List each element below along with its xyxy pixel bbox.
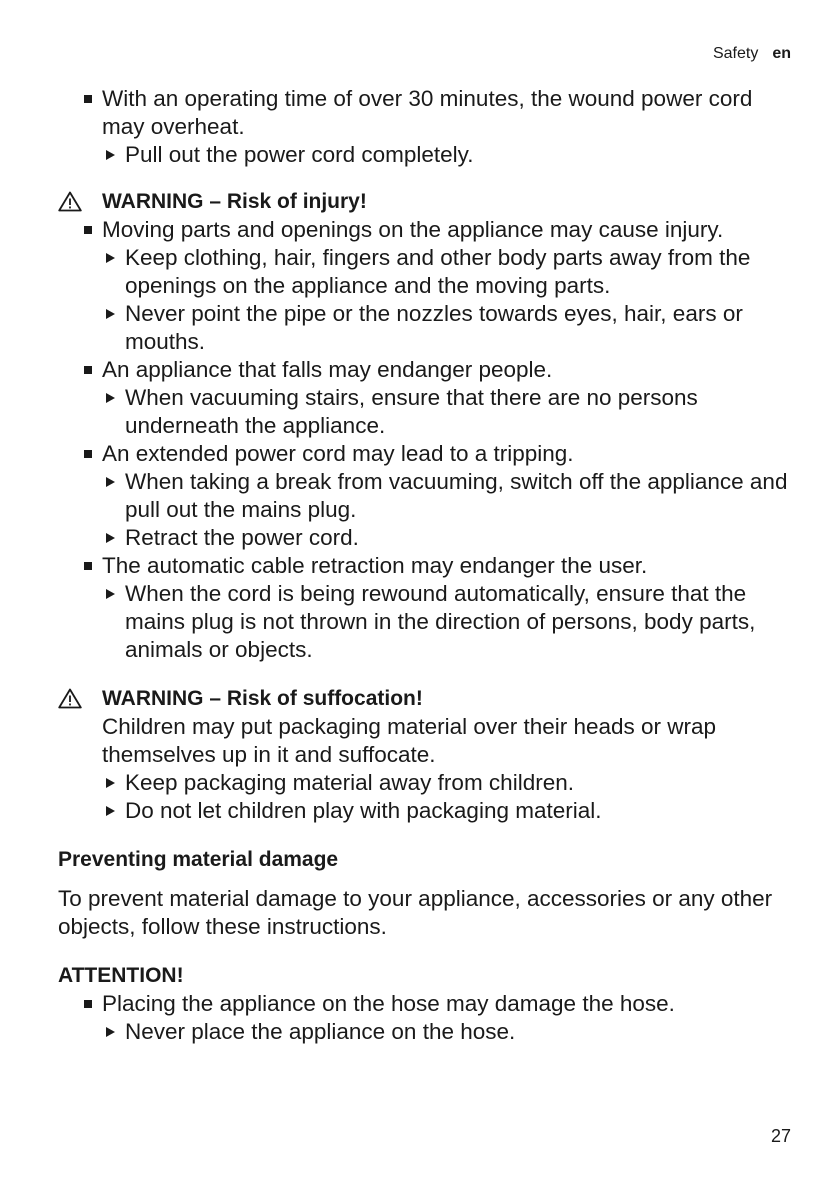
attention-heading: ATTENTION! xyxy=(58,964,184,987)
bullet-item: The automatic cable retraction may endanger the user. xyxy=(58,552,793,580)
bullet-item: An extended power cord may lead to a tripping. xyxy=(58,440,793,468)
bullet-item: With an operating time of over 30 minutes, the wound power cord may overheat. xyxy=(58,85,793,141)
step-item: Keep clothing, hair, fingers and other body parts away from the openings on the appliance and the moving parts. xyxy=(58,244,793,300)
running-header xyxy=(713,45,791,63)
warning-heading-injury xyxy=(58,188,793,216)
step-item: Never place the appliance on the hose. xyxy=(58,1018,793,1046)
step-item: Never point the pipe or the nozzles towards eyes, hair, ears or mouths. xyxy=(58,300,793,356)
warning-title: WARNING – Risk of suffocation! xyxy=(102,687,423,710)
page-number: 27 xyxy=(770,1126,791,1146)
step-item: When taking a break from vacuuming, switch off the appliance and pull out the mains plug. xyxy=(58,468,793,524)
page-content xyxy=(58,85,793,1046)
step-item: Pull out the power cord completely. xyxy=(58,141,793,169)
step-item: When vacuuming stairs, ensure that there are no persons underneath the appliance. xyxy=(58,384,793,440)
warning-title: WARNING – Risk of injury! xyxy=(102,190,367,213)
warning-triangle-icon xyxy=(58,688,82,709)
bullet-item: Moving parts and openings on the appliance may cause injury. xyxy=(58,216,793,244)
language-code: en xyxy=(772,45,791,62)
warning-triangle-icon xyxy=(58,191,82,212)
step-item: Retract the power cord. xyxy=(58,524,793,552)
section-name: Safety xyxy=(712,45,759,62)
step-item: Do not let children play with packaging material. xyxy=(58,797,793,825)
step-item: When the cord is being rewound automatically, ensure that the mains plug is not thrown in the direction of persons, body parts, animals or objects. xyxy=(58,580,793,664)
warning-text: Children may put packaging material over their heads or wrap themselves up in it and suffocate. xyxy=(102,714,717,767)
intro-paragraph: To prevent material damage to your appliance, accessories or any other objects, follow these instructions. xyxy=(58,886,773,939)
bullet-item: An appliance that falls may endanger people. xyxy=(58,356,793,384)
bullet-item: Placing the appliance on the hose may damage the hose. xyxy=(58,990,793,1018)
section-heading: Preventing material damage xyxy=(58,848,339,871)
warning-heading-suffocation xyxy=(58,685,793,713)
step-item: Keep packaging material away from children. xyxy=(58,769,793,797)
